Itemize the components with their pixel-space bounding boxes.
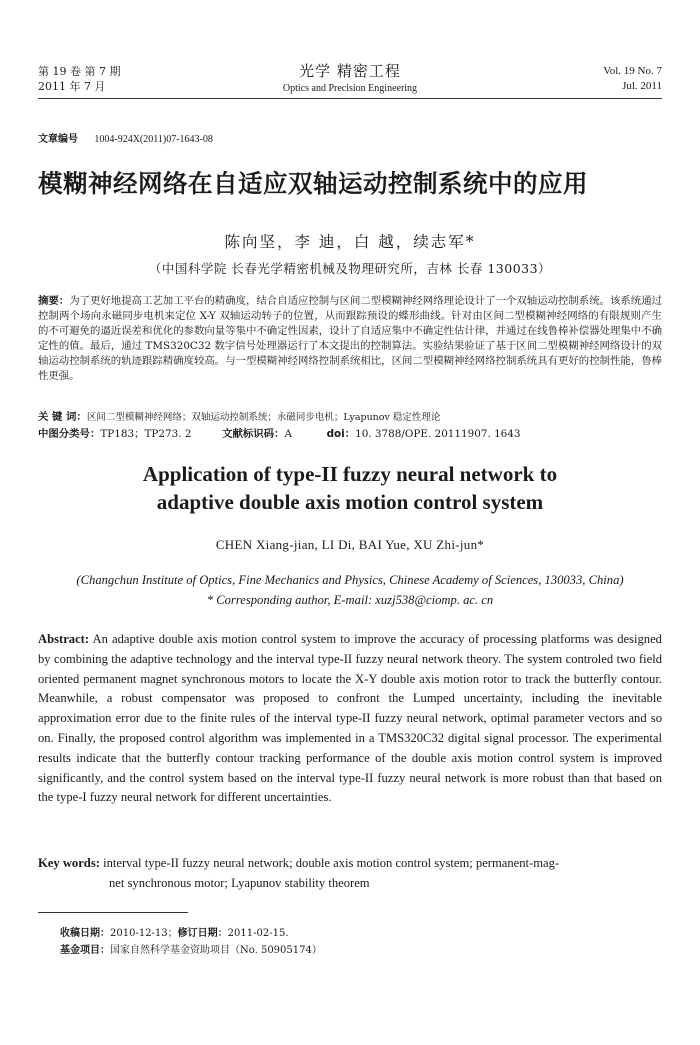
clc-label: 中图分类号：: [38, 428, 101, 440]
cn-affiliation: （中国科学院 长春光学精密机械及物理研究所，吉林 长春 130033）: [148, 261, 552, 276]
en-abstract-label: Abstract:: [38, 632, 90, 646]
doc-code-value: A: [284, 428, 292, 440]
revised-value: 2011-02-15.: [227, 928, 289, 939]
en-keywords: [38, 854, 662, 894]
cn-abstract-text: 为了更好地提高工艺加工平台的精确度，结合自适应控制与区间二型模糊神经网络理论设计了一个双轴运动控制系统。该系统通过控制两个场向永磁同步电机来定位 X-Y 双轴运动转子的位置，从而跟踪预设的蝶形曲线。针对由区间二型模糊神经网络的有限规则产生的不可避免的逼近误差和优化的参数向量等集中不确定性因素，设计了自适应集中不确定性估计律，并通过在线鲁棒补偿器处理集中不确定性的值。最后，通过 TMS320C32 数字信号处理器运行了本文提出的控制算法。实验结果验证了基于区间二型模糊神经网络设计的双轴运动控制系统的轨迹跟踪精确度较高。与一型模糊神经网络控制系统相比，区间二型模糊神经网络控制系统具有更好的控制性能，鲁棒性更强。: [38, 295, 662, 382]
revised-label: 修订日期：: [177, 928, 228, 939]
en-authors: CHEN Xiang-jian, LI Di, BAI Yue, XU Zhi-jun*: [215, 537, 485, 552]
footnote-rule: [38, 912, 188, 913]
en-title-line2: adaptive double axis motion control system: [156, 490, 544, 514]
cn-authors: 陈向坚，李 迪，白 越，续志军*: [224, 233, 476, 251]
en-title: [0, 460, 700, 516]
en-affiliation: [20, 570, 680, 610]
en-abstract-text: An adaptive double axis motion control system to improve the accuracy of processing platforms was designed by combining the adaptive technology and the interval type-II fuzzy neural network theory. The system controled two field oriented permanent magnet synchronous motors to locate the X-Y double axis motion rotor to track the butterfly contour. Meanwhile, a robust compensator was proposed to confront the Lumped uncertainty, including the inevitable approximation error due to the finite rules of the interval type-II fuzzy neural network, optimal parameter vectors and so on. Finally, the proposed control algorithm was implemented in a TMS320C32 digital signal processor. The experimental results indicate that the butterfly contour tracking performance of the double axis motion control system is improved significantly, and the control system based on the interval type-II fuzzy neural network is more robust than that based on the type-I fuzzy neural network for different uncertainties.: [38, 632, 662, 805]
volume-cn: 第 19 卷 第 7 期: [38, 65, 121, 78]
en-correspondence: * Corresponding author, E-mail: xuzj538@ciomp. ac. cn: [206, 593, 494, 607]
en-keywords-line2: net synchronous motor; Lyapunov stability theorem: [109, 875, 370, 890]
received-label: 收稿日期：: [60, 928, 110, 939]
cn-keywords-text: 区间二型模糊神经网络；双轴运动控制系统；永磁同步电机；Lyapunov 稳定性理论: [86, 412, 441, 423]
cn-abstract: [38, 294, 662, 384]
cn-keywords-label: 关 键 词：: [38, 411, 87, 423]
en-affiliation-line: (Changchun Institute of Optics, Fine Mechanics and Physics, Chinese Academy of Sciences, 130033, China): [76, 573, 624, 587]
article-number: [38, 130, 213, 145]
cn-abstract-label: 摘要：: [38, 295, 70, 307]
footnotes: [60, 925, 660, 959]
doc-code-label: 文献标识码：: [222, 428, 285, 440]
en-keywords-line1: interval type-II fuzzy neural network; double axis motion control system; permanent-mag-: [103, 856, 560, 870]
date-en: Jul. 2011: [622, 80, 662, 92]
clc-value: TP183；TP273. 2: [100, 428, 192, 440]
en-abstract: [38, 630, 662, 808]
en-keywords-label: Key words:: [38, 856, 100, 870]
cn-keywords: [38, 410, 662, 425]
cn-title: 模糊神经网络在自适应双轴运动控制系统中的应用: [38, 169, 588, 198]
fund-label: 基金项目：: [60, 945, 110, 956]
journal-name-cn: 光学 精密工程: [299, 62, 401, 80]
header-rule: [38, 98, 662, 99]
volume-en: Vol. 19 No. 7: [603, 65, 662, 77]
cn-classification: [38, 427, 662, 442]
date-cn: 2011 年 7 月: [38, 80, 106, 93]
fund-value: 国家自然科学基金资助项目（No. 50905174）: [110, 945, 322, 956]
doi-value: 10. 3788/OPE. 20111907. 1643: [355, 428, 521, 440]
doi-label: doi：: [326, 428, 356, 440]
journal-name-en: Optics and Precision Engineering: [282, 83, 418, 94]
header-right: [462, 64, 662, 94]
article-number-value: 1004-924X(2011)07-1643-08: [94, 134, 213, 145]
header-center: [200, 60, 500, 94]
footnote-fund: [60, 942, 660, 959]
article-number-label: 文章编号: [38, 134, 78, 145]
en-title-line1: Application of type-II fuzzy neural network to: [142, 462, 558, 486]
footnote-dates: [60, 925, 660, 942]
received-value: 2010-12-13；: [110, 928, 178, 939]
